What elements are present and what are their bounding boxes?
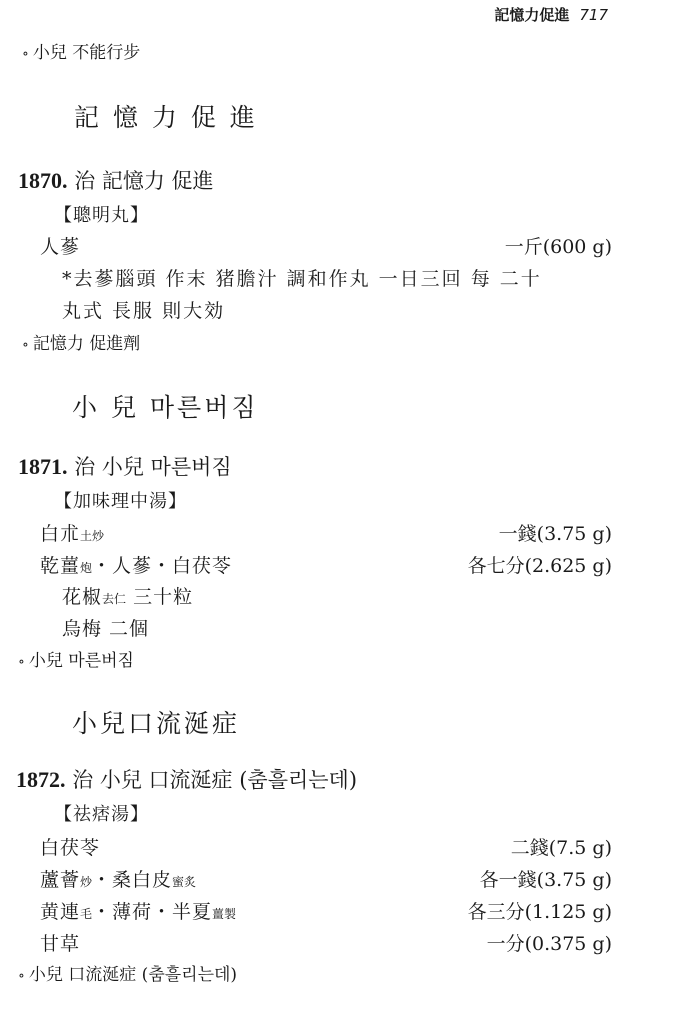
ingredient-name: 白茯苓	[40, 837, 101, 859]
entry-heading	[18, 165, 214, 195]
section-heading: 小兒口流涎症	[72, 709, 241, 738]
bullet-icon: ∘	[18, 654, 25, 670]
page-number: 717	[579, 6, 608, 24]
formula-name: 【聰明丸】	[54, 205, 149, 226]
formula-name: 【加味理中湯】	[54, 491, 187, 512]
running-header	[494, 4, 608, 25]
entry-heading	[18, 451, 232, 481]
ingredient-name: 甘草	[40, 933, 81, 955]
ingredient-amount: 各三分(1.125 g)	[467, 901, 612, 923]
instruction-line: 丸式 長服 則大効	[62, 300, 226, 322]
bullet-icon: ∘	[22, 46, 29, 62]
ingredient-amount: 各七分(2.625 g)	[467, 555, 612, 577]
ingredient-name: 黄連毛・薄荷・半夏薑製	[40, 901, 237, 923]
entry-number: 1870.	[18, 168, 68, 193]
footnote: ∘ 記憶力 促進劑	[22, 334, 141, 354]
ingredient-name: 烏梅 二個	[62, 618, 150, 640]
entry-title: 治 記憶力 促進	[74, 169, 214, 193]
entry-title: 治 小兒 마른버짐	[74, 455, 232, 479]
ingredient-amount: 各一錢(3.75 g)	[479, 869, 612, 891]
ingredient-amount: 一分(0.375 g)	[486, 933, 612, 955]
instruction-line: *去蔘腦頭 作末 猪膽汁 調和作丸 一日三回 每 二十	[62, 268, 542, 290]
formula-name: 【祛痞湯】	[54, 804, 149, 825]
section-heading: 小 兒 마른버짐	[72, 393, 259, 422]
bullet-icon: ∘	[22, 337, 29, 353]
entry-heading	[16, 764, 357, 794]
header-title: 記憶力促進	[494, 6, 570, 24]
ingredient-amount: 二錢(7.5 g)	[510, 837, 612, 859]
ingredient-name: 人蔘	[40, 236, 81, 258]
ingredient-name: 蘆薈炒・桑白皮蜜炙	[40, 869, 197, 891]
entry-title: 治 小兒 口流涎症 (춤흘리는데)	[72, 768, 358, 792]
bullet-icon: ∘	[18, 968, 25, 984]
ingredient-name: 花椒去仁 三十粒	[62, 586, 194, 608]
footnote: ∘ 小兒 마른버짐	[18, 651, 134, 671]
ingredient-name: 白朮土炒	[40, 523, 105, 545]
entry-number: 1871.	[18, 454, 68, 479]
entry-number: 1872.	[16, 767, 66, 792]
ingredient-name: 乾薑炮・人蔘・白茯苓	[40, 555, 233, 577]
intro-note: ∘ 小兒 不能行步	[22, 43, 141, 63]
ingredient-amount: 一斤(600 g)	[504, 236, 612, 258]
footnote: ∘ 小兒 口流涎症 (춤흘리는데)	[18, 965, 238, 985]
section-heading: 記 憶 力 促 進	[74, 103, 258, 132]
ingredient-amount: 一錢(3.75 g)	[498, 523, 612, 545]
